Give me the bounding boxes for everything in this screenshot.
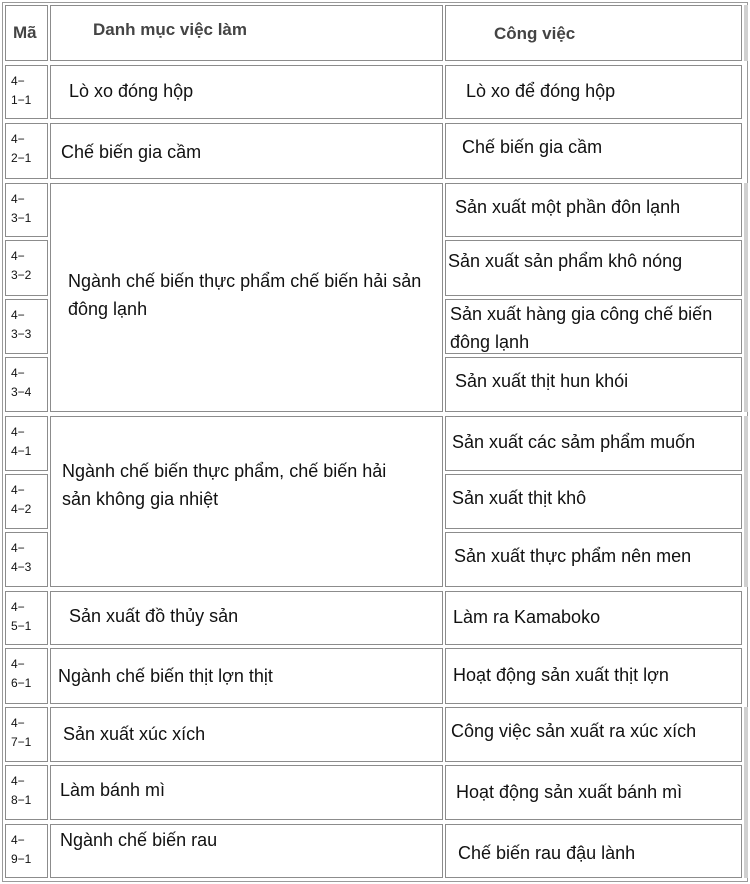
category-cell	[50, 824, 443, 878]
code-cell	[5, 357, 48, 412]
code-text: 4− 4−3	[11, 541, 32, 574]
code-cell	[5, 824, 48, 878]
code-cell	[5, 532, 48, 587]
job-text: Sản xuất thịt khô	[452, 488, 587, 508]
code-text: 4− 3−1	[11, 192, 32, 225]
category-text: Ngành chế biến thực phẩm, chế biến hải sản không gia nhiệt	[62, 461, 387, 509]
category-text: Sản xuất đồ thủy sản	[69, 606, 239, 626]
edge-shadow	[744, 5, 748, 61]
category-cell	[50, 123, 443, 179]
job-cell	[445, 707, 742, 762]
category-cell	[50, 707, 443, 762]
job-cell	[445, 123, 742, 179]
category-text: Sản xuất xúc xích	[63, 724, 206, 744]
header-category	[50, 5, 443, 61]
header-code	[5, 5, 48, 61]
job-text: Sản xuất thực phẩm nên men	[454, 546, 692, 566]
job-text: Lò xo để đóng hộp	[466, 81, 616, 101]
job-cell	[445, 416, 742, 471]
category-cell	[50, 648, 443, 704]
job-cell	[445, 648, 742, 704]
code-text: 4− 9−1	[11, 833, 32, 866]
job-text: Hoạt động sản xuất thịt lợn	[453, 665, 669, 685]
category-text: Lò xo đóng hộp	[69, 81, 194, 101]
job-text: Chế biến rau đậu lành	[458, 843, 636, 863]
code-text: 4− 5−1	[11, 600, 32, 633]
job-text: Công việc sản xuất ra xúc xích	[451, 721, 697, 741]
code-cell	[5, 416, 48, 471]
job-text: Làm ra Kamaboko	[453, 607, 601, 627]
header-code-label: Mã	[13, 23, 37, 42]
code-cell	[5, 591, 48, 645]
job-cell	[445, 183, 742, 237]
code-text: 4− 3−3	[11, 308, 32, 341]
code-cell	[5, 707, 48, 762]
job-text: Sản xuất một phần đôn lạnh	[455, 197, 681, 217]
code-text: 4− 1−1	[11, 74, 32, 107]
job-text: Chế biến gia cầm	[462, 137, 603, 157]
job-cell	[445, 532, 742, 587]
job-cell	[445, 765, 742, 820]
job-cell	[445, 474, 742, 529]
code-cell	[5, 183, 48, 237]
job-text: Sản xuất các sảm phẩm muốn	[452, 432, 696, 452]
job-cell	[445, 240, 742, 296]
category-text: Chế biến gia cầm	[61, 142, 202, 162]
job-cell	[445, 65, 742, 119]
edge-shadow	[744, 707, 748, 878]
job-cell	[445, 299, 742, 354]
job-text: Sản xuất thịt hun khói	[455, 371, 629, 391]
edge-shadow	[744, 183, 748, 412]
header-job	[445, 5, 742, 61]
code-text: 4− 7−1	[11, 716, 32, 749]
category-text: Ngành chế biến thực phẩm chế biến hải sản đông lạnh	[68, 271, 422, 319]
code-text: 4− 3−4	[11, 366, 32, 399]
code-cell	[5, 123, 48, 179]
job-text: Sản xuất sản phẩm khô nóng	[448, 251, 683, 271]
code-cell	[5, 648, 48, 704]
category-cell	[50, 765, 443, 820]
job-cell	[445, 824, 742, 878]
code-cell	[5, 474, 48, 529]
code-text: 4− 6−1	[11, 657, 32, 690]
category-text: Ngành chế biến thịt lợn thịt	[58, 666, 273, 686]
code-text: 4− 4−1	[11, 425, 32, 458]
category-cell	[50, 65, 443, 119]
category-text: Ngành chế biến rau	[60, 830, 218, 850]
job-text: Hoạt động sản xuất bánh mì	[456, 782, 683, 802]
code-cell	[5, 240, 48, 296]
category-cell	[50, 416, 443, 587]
category-cell	[50, 591, 443, 645]
code-cell	[5, 65, 48, 119]
category-text: Làm bánh mì	[60, 780, 166, 800]
job-cell	[445, 591, 742, 645]
header-job-label: Công việc	[494, 24, 576, 43]
code-text: 4− 8−1	[11, 774, 32, 807]
category-cell	[50, 183, 443, 412]
header-category-label: Danh mục việc làm	[93, 20, 248, 39]
code-text: 4− 2−1	[11, 132, 32, 165]
code-text: 4− 3−2	[11, 249, 32, 282]
code-cell	[5, 299, 48, 354]
code-text: 4− 4−2	[11, 483, 32, 516]
code-cell	[5, 765, 48, 820]
job-text: Sản xuất hàng gia công chế biến đông lạnh	[450, 304, 713, 352]
edge-shadow	[744, 416, 748, 587]
job-cell	[445, 357, 742, 412]
